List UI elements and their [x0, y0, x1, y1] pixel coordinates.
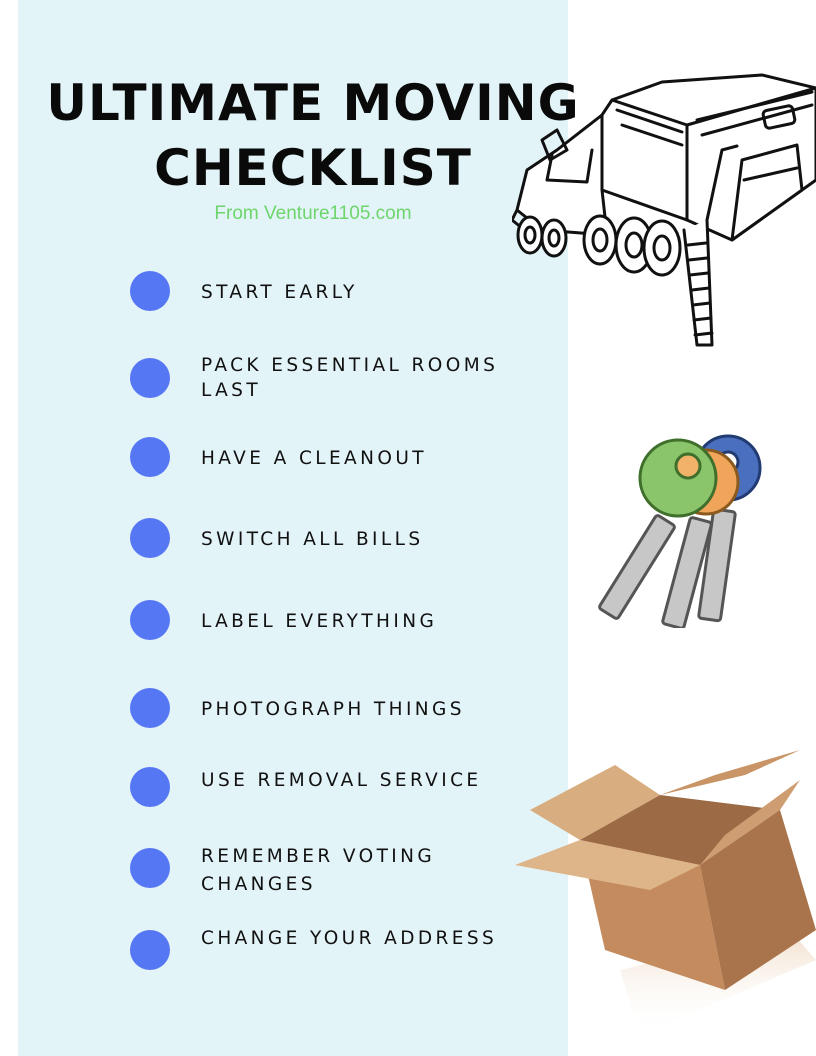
list-item: [130, 688, 520, 748]
page-title-line-1: ULTIMATE MOVING: [46, 74, 580, 132]
list-item-label: PHOTOGRAPH THINGS: [201, 699, 465, 720]
list-item-label: REMEMBER VOTING CHANGES: [201, 846, 436, 895]
keys-icon: [598, 432, 768, 628]
list-item-label: HAVE A CLEANOUT: [201, 448, 427, 469]
list-item: [130, 518, 520, 578]
list-item: [130, 767, 520, 827]
bullet-dot-icon: [130, 930, 170, 970]
bullet-dot-icon: [130, 518, 170, 558]
list-item-label: SWITCH ALL BILLS: [201, 529, 424, 550]
list-item-label: LABEL EVERYTHING: [201, 611, 438, 632]
page-title-line-2: CHECKLIST: [154, 139, 472, 197]
list-item: [130, 437, 520, 497]
cardboard-box-icon: [510, 740, 816, 1040]
list-item: [130, 600, 520, 660]
list-item: [130, 353, 520, 413]
bullet-dot-icon: [130, 271, 170, 311]
bullet-dot-icon: [130, 600, 170, 640]
bullet-dot-icon: [130, 767, 170, 807]
bullet-dot-icon: [130, 848, 170, 888]
list-item: [130, 842, 520, 902]
list-item-label: PACK ESSENTIAL ROOMS LAST: [201, 355, 499, 401]
list-item-label: START EARLY: [201, 282, 358, 303]
list-item-label: CHANGE YOUR ADDRESS: [201, 928, 498, 949]
list-item-label: USE REMOVAL SERVICE: [201, 770, 482, 791]
list-item: [130, 270, 520, 330]
list-item: [130, 924, 520, 984]
bullet-dot-icon: [130, 437, 170, 477]
bullet-dot-icon: [130, 358, 170, 398]
subtitle: From Venture1105.com: [214, 203, 412, 224]
bullet-dot-icon: [130, 688, 170, 728]
